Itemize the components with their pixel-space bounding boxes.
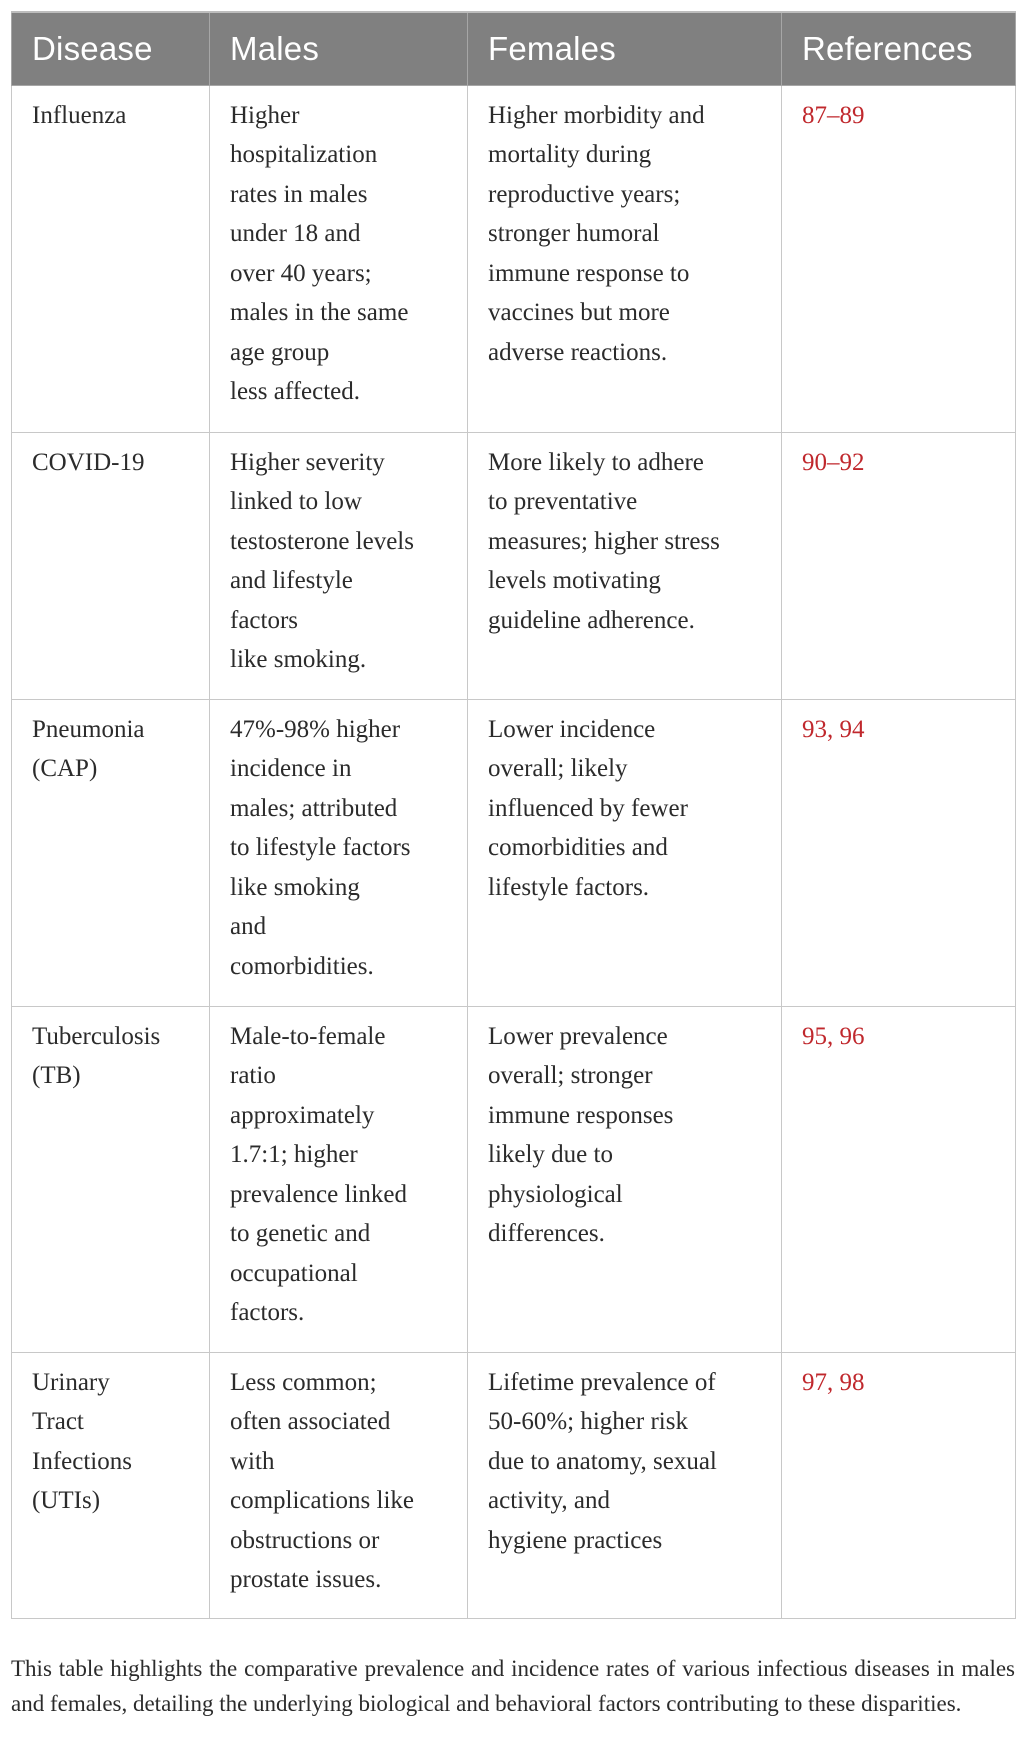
males-cell: Higher severity linked to low testosterone levels and lifestyle factors like smoking. xyxy=(210,432,468,699)
reference-link[interactable]: 93, 94 xyxy=(802,715,865,743)
reference-link[interactable]: 97, 98 xyxy=(802,1368,865,1396)
column-header-disease: Disease xyxy=(12,12,210,85)
reference-link[interactable]: 90–92 xyxy=(802,448,865,476)
table-header-row xyxy=(12,12,1016,85)
males-cell: Higher hospitalization rates in males under 18 and over 40 years; males in the same age group less affected. xyxy=(210,85,468,432)
references-cell xyxy=(782,699,1016,1006)
disease-cell: Urinary Tract Infections (UTIs) xyxy=(12,1352,210,1618)
females-cell: Higher morbidity and mortality during reproductive years; stronger humoral immune response to vaccines but more adverse reactions. xyxy=(468,85,782,432)
disease-cell: Influenza xyxy=(12,85,210,432)
females-cell: More likely to adhere to preventative measures; higher stress levels motivating guideline adherence. xyxy=(468,432,782,699)
disease-cell: Tuberculosis (TB) xyxy=(12,1006,210,1352)
comparison-table-container xyxy=(11,11,1015,1619)
females-cell: Lower incidence overall; likely influenced by fewer comorbidities and lifestyle factors. xyxy=(468,699,782,1006)
table-row-pneumonia xyxy=(12,699,1016,1006)
references-cell xyxy=(782,85,1016,432)
females-cell: Lower prevalence overall; stronger immune responses likely due to physiological differences. xyxy=(468,1006,782,1352)
references-cell xyxy=(782,1352,1016,1618)
males-cell: 47%-98% higher incidence in males; attributed to lifestyle factors like smoking and comorbidities. xyxy=(210,699,468,1006)
disease-cell: COVID-19 xyxy=(12,432,210,699)
table-row-utis xyxy=(12,1352,1016,1618)
references-cell xyxy=(782,1006,1016,1352)
references-cell xyxy=(782,432,1016,699)
disease-cell: Pneumonia (CAP) xyxy=(12,699,210,1006)
reference-link[interactable]: 95, 96 xyxy=(802,1022,865,1050)
table-row-tuberculosis xyxy=(12,1006,1016,1352)
column-header-references: References xyxy=(782,12,1016,85)
females-cell: Lifetime prevalence of 50-60%; higher risk due to anatomy, sexual activity, and hygiene practices xyxy=(468,1352,782,1618)
column-header-males: Males xyxy=(210,12,468,85)
column-header-females: Females xyxy=(468,12,782,85)
disease-sex-comparison-table xyxy=(11,11,1016,1619)
table-row-influenza xyxy=(12,85,1016,432)
reference-link[interactable]: 87–89 xyxy=(802,101,865,129)
table-row-covid-19 xyxy=(12,432,1016,699)
males-cell: Male-to-female ratio approximately 1.7:1; higher prevalence linked to genetic and occupational factors. xyxy=(210,1006,468,1352)
males-cell: Less common; often associated with complications like obstructions or prostate issues. xyxy=(210,1352,468,1618)
table-caption: This table highlights the comparative prevalence and incidence rates of various infectious diseases in males and females, detailing the underlying biological and behavioral factors contributing to these disparities. xyxy=(11,1656,1015,1716)
